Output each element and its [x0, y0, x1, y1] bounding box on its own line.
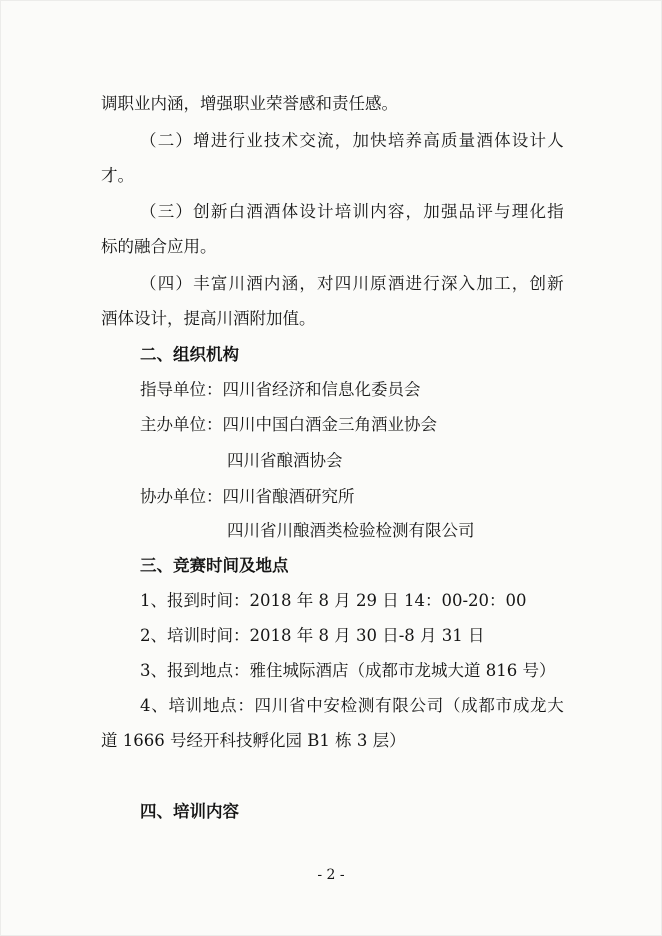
- host-unit-value-1: 四川中国白酒金三角酒业协会: [222, 415, 437, 434]
- text-glyph: 酒: [246, 202, 263, 221]
- text-glyph: 增: [193, 131, 210, 150]
- page-number: - 2 -: [317, 867, 345, 883]
- text-glyph: 成: [512, 696, 530, 715]
- paragraph-2-line-1: [140, 130, 564, 152]
- text-glyph: 酒: [476, 131, 493, 150]
- text-glyph: 质: [440, 131, 458, 150]
- text-glyph: ，: [299, 274, 316, 293]
- text-glyph: （: [140, 202, 157, 221]
- text-glyph: ，: [334, 131, 352, 150]
- section-4-heading: 四、培训内容: [140, 802, 239, 821]
- text-glyph: ，: [405, 202, 423, 221]
- text-glyph: ）: [175, 274, 192, 293]
- text-glyph: ）: [175, 202, 192, 221]
- text-glyph: 理: [511, 202, 529, 221]
- text-glyph: 计: [529, 131, 546, 150]
- text-glyph: ）: [175, 131, 192, 150]
- schedule-item-2: 2、培训时间：2018 年 8 月 30 日-8 月 31 日: [140, 626, 485, 645]
- text-glyph: 品: [458, 202, 476, 221]
- text-glyph: 龙: [530, 696, 547, 715]
- text-glyph: 内: [370, 202, 387, 221]
- text-glyph: 测: [357, 696, 375, 715]
- text-glyph: 新: [210, 202, 228, 221]
- text-glyph: 术: [281, 131, 299, 150]
- guide-unit-row: [140, 379, 421, 401]
- text-glyph: 检: [340, 696, 358, 715]
- text-glyph: 训: [185, 696, 203, 715]
- text-glyph: 深: [440, 274, 458, 293]
- host-unit-value-2: 四川省酿酒协会: [227, 451, 343, 470]
- host-unit-row: [140, 414, 437, 436]
- text-glyph: 培: [334, 202, 352, 221]
- text-glyph: 行: [228, 131, 246, 150]
- text-glyph: 创: [529, 274, 546, 293]
- text-glyph: 四: [157, 274, 175, 293]
- text-glyph: 酒: [387, 274, 405, 293]
- schedule-item-3: 3、报到地点：雅住城际酒店（成都市龙城大道 816 号）: [140, 661, 556, 680]
- text-glyph: 指: [547, 202, 564, 221]
- text-glyph: 市: [495, 696, 513, 715]
- text-glyph: 设: [511, 131, 529, 150]
- text-glyph: 业: [246, 131, 263, 150]
- section-2-heading: 二、组织机构: [140, 345, 239, 364]
- schedule-item-4-line-2: 道 1666 号经开科技孵化园 B1 栋 3 层）: [101, 731, 406, 750]
- text-glyph: 川: [271, 696, 289, 715]
- text-glyph: 白: [228, 202, 246, 221]
- paragraph-3-line-2: 标的融合应用。: [101, 237, 217, 256]
- guide-unit-label: 指导单位：: [140, 380, 223, 399]
- paragraph-4-line-2: 酒体设计，提高川酒附加值。: [101, 309, 316, 328]
- text-glyph: 司: [426, 696, 444, 715]
- text-glyph: 点: [220, 696, 237, 715]
- text-glyph: 进: [405, 274, 423, 293]
- text-glyph: 4: [140, 696, 151, 715]
- guide-unit-value: 四川省经济和信息化委员会: [222, 380, 421, 399]
- text-glyph: 三: [157, 202, 175, 221]
- text-glyph: 安: [323, 696, 340, 715]
- text-glyph: 有: [375, 696, 392, 715]
- section-3-heading: 三、竞赛时间及地点: [140, 556, 289, 575]
- text-glyph: 创: [193, 202, 210, 221]
- text-glyph: 交: [299, 131, 316, 150]
- text-glyph: 限: [392, 696, 409, 715]
- text-glyph: 体: [281, 202, 299, 221]
- text-glyph: 丰: [193, 274, 210, 293]
- text-glyph: 培: [168, 696, 185, 715]
- text-glyph: 体: [494, 131, 511, 150]
- text-glyph: 工: [494, 274, 511, 293]
- text-glyph: （: [443, 696, 461, 715]
- text-glyph: 人: [547, 131, 564, 150]
- co-unit-row: [140, 486, 355, 508]
- text-glyph: 培: [387, 131, 405, 150]
- text-glyph: 酒: [246, 274, 263, 293]
- schedule-item-1: 1、报到时间：2018 年 8 月 29 日 14：00-20：00: [140, 591, 527, 610]
- text-glyph: 川: [228, 274, 246, 293]
- host-unit-label: 主办单位：: [140, 415, 223, 434]
- text-glyph: 加: [476, 274, 493, 293]
- text-glyph: 化: [529, 202, 546, 221]
- paragraph-4-line-1: [140, 273, 564, 295]
- paragraph-1-tail: 调职业内涵，增强职业荣誉感和责任感。: [101, 94, 398, 113]
- text-glyph: 容: [387, 202, 405, 221]
- text-glyph: 、: [151, 696, 168, 715]
- paragraph-2-line-2: 才。: [101, 166, 134, 185]
- text-glyph: 地: [202, 696, 220, 715]
- text-glyph: 养: [405, 131, 423, 150]
- text-glyph: 加: [423, 202, 440, 221]
- text-glyph: 涵: [281, 274, 299, 293]
- schedule-item-4-line-1: [140, 695, 564, 717]
- text-glyph: 原: [370, 274, 387, 293]
- text-glyph: 内: [263, 274, 281, 293]
- text-glyph: 二: [157, 131, 175, 150]
- text-glyph: 中: [306, 696, 323, 715]
- text-glyph: ，: [511, 274, 529, 293]
- text-glyph: 与: [494, 202, 511, 221]
- text-glyph: 快: [370, 131, 387, 150]
- paragraph-3-line-1: [140, 201, 564, 223]
- text-glyph: 高: [423, 131, 440, 150]
- text-glyph: 量: [458, 131, 476, 150]
- text-glyph: 都: [478, 696, 495, 715]
- text-glyph: 新: [547, 274, 564, 293]
- text-glyph: 四: [334, 274, 352, 293]
- text-glyph: 训: [352, 202, 369, 221]
- text-glyph: 技: [263, 131, 281, 150]
- text-glyph: （: [140, 274, 157, 293]
- text-glyph: 进: [210, 131, 228, 150]
- co-unit-label: 协办单位：: [140, 487, 223, 506]
- text-glyph: 酒: [263, 202, 281, 221]
- text-glyph: 大: [547, 696, 564, 715]
- text-glyph: 公: [409, 696, 426, 715]
- text-glyph: 川: [352, 274, 369, 293]
- text-glyph: 评: [476, 202, 493, 221]
- text-glyph: 计: [317, 202, 334, 221]
- text-glyph: ：: [237, 696, 254, 715]
- text-glyph: 加: [352, 131, 369, 150]
- text-glyph: 入: [458, 274, 476, 293]
- text-glyph: （: [140, 131, 157, 150]
- text-glyph: 富: [210, 274, 228, 293]
- text-glyph: 行: [423, 274, 440, 293]
- text-glyph: 成: [461, 696, 478, 715]
- text-glyph: 省: [288, 696, 306, 715]
- co-unit-value-1: 四川省酿酒研究所: [222, 487, 355, 506]
- co-unit-value-2: 四川省川酿酒类检验检测有限公司: [227, 521, 475, 540]
- text-glyph: 设: [299, 202, 316, 221]
- text-glyph: 强: [440, 202, 458, 221]
- text-glyph: 对: [317, 274, 334, 293]
- text-glyph: 流: [317, 131, 334, 150]
- text-glyph: 四: [254, 696, 272, 715]
